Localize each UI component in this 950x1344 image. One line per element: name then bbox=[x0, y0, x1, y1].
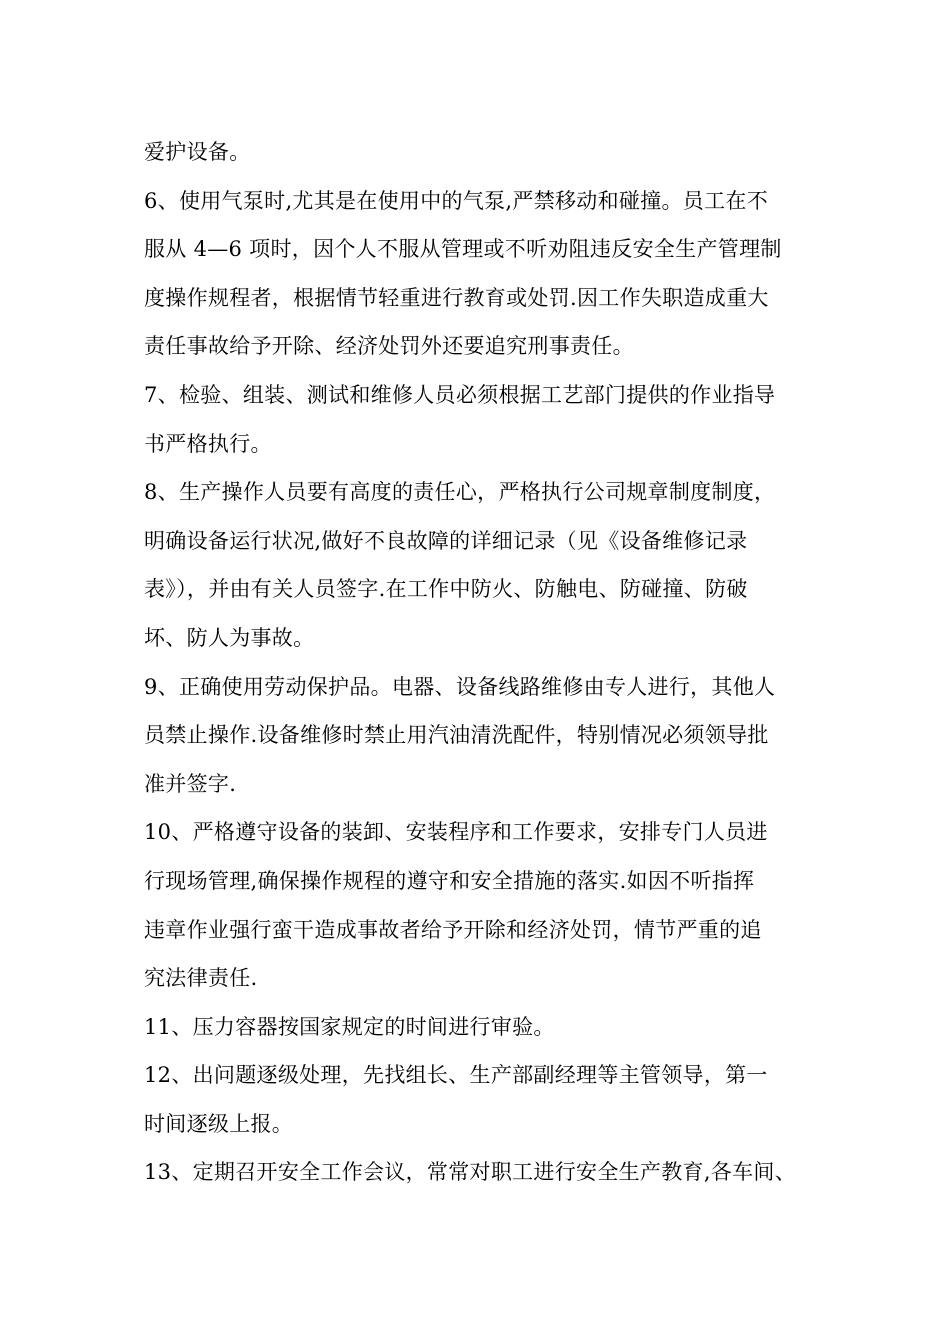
text-line: 7、检验、组装、测试和维修人员必须根据工艺部门提供的作业指导 bbox=[144, 382, 776, 407]
text-line: 时间逐级上报。 bbox=[144, 1111, 294, 1136]
text-line: 10、严格遵守设备的装卸、安装程序和工作要求，安排专门人员进 bbox=[144, 820, 768, 845]
text-line: 度操作规程者，根据情节轻重进行教育或处罚.因工作失职造成重大 bbox=[144, 285, 769, 310]
text-line: 书严格执行。 bbox=[144, 431, 272, 456]
text-line: 8、生产操作人员要有高度的责任心，严格执行公司规章制度制度， bbox=[144, 480, 776, 505]
text-line: 究法律责任. bbox=[144, 966, 258, 991]
text-line: 12、出问题逐级处理，先找组长、生产部副经理等主管领导，第一 bbox=[144, 1063, 768, 1088]
text-line: 坏、防人为事故。 bbox=[144, 625, 315, 650]
text-line: 明确设备运行状况,做好不良故障的详细记录（见《设备维修记录 bbox=[144, 528, 748, 553]
text-line: 服从 4—6 项时，因个人不服从管理或不听劝阻违反安全生产管理制 bbox=[144, 237, 782, 262]
text-line: 员禁止操作.设备维修时禁止用汽油清洗配件，特别情况必须领导批 bbox=[144, 723, 769, 748]
text-line: 爱护设备。 bbox=[144, 140, 251, 164]
text-line: 9、正确使用劳动保护品。电器、设备线路维修由专人进行，其他人 bbox=[144, 674, 776, 699]
text-line: 行现场管理,确保操作规程的遵守和安全措施的落实.如因不听指挥 bbox=[144, 868, 755, 893]
text-line: 13、定期召开安全工作会议，常常对职工进行安全生产教育,各车间、 bbox=[144, 1160, 796, 1185]
text-line: 违章作业强行蛮干造成事故者给予开除和经济处罚，情节严重的追 bbox=[144, 917, 762, 942]
text-line: 11、压力容器按国家规定的时间进行审验。 bbox=[144, 1014, 555, 1039]
body-text bbox=[144, 128, 824, 1197]
text-line: 准并签字. bbox=[144, 771, 237, 796]
text-line: 6、使用气泵时,尤其是在使用中的气泵,严禁移动和碰撞。员工在不 bbox=[144, 188, 769, 213]
text-line: 表》），并由有关人员签字.在工作中防火、防触电、防碰撞、防破 bbox=[144, 577, 748, 602]
text-line: 责任事故给予开除、经济处罚外还要追究刑事责任。 bbox=[144, 334, 634, 359]
